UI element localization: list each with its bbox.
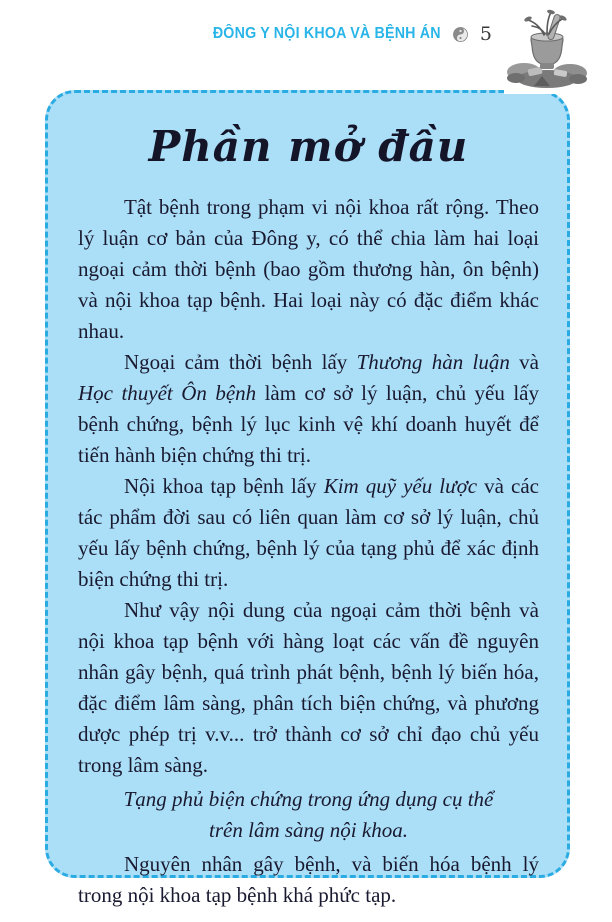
paragraph: Ngoại cảm thời bệnh lấy Thương hàn luận và Học thuyết Ôn bệnh làm cơ sở lý luận, chủ yếu lấy bệnh chứng, bệnh lý lục kinh vệ khí doanh huyết để tiến hành biện chứng thi trị. [78, 349, 540, 467]
paragraph: Như vậy nội dung của ngoại cảm thời bệnh và nội khoa tạp bệnh với hàng loạt các vấn đề nguyên nhân gây bệnh, quá trình phát bệnh, bệnh lý biến hóa, đặc điểm lâm sàng, phân tích biện chứng, và phương dược phép trị v.v... trở thành cơ sở chỉ đạo chủ yếu trong lâm sàng. [78, 597, 539, 777]
page-header [0, 0, 612, 96]
intro-panel [45, 90, 570, 907]
yin-yang-icon [453, 27, 468, 42]
page-number: 5 [479, 23, 492, 45]
body-text [78, 192, 539, 911]
mortar-herbs-image [504, 6, 590, 94]
paragraph: Tật bệnh trong phạm vi nội khoa rất rộng. Theo lý luận cơ bản của Đông y, có thể chia làm hai loại ngoại cảm thời bệnh (bao gồm thương hàn, ôn bệnh) và nội khoa tạp bệnh. Hai loại này có đặc điểm khác nhau. [78, 194, 539, 343]
paragraph: Nội khoa tạp bệnh lấy Kim quỹ yếu lược và các tác phẩm đời sau có liên quan làm cơ sở lý luận, chủ yếu lấy bệnh chứng, bệnh lý của tạng phủ để xác định biện chứng thi trị. [78, 473, 539, 591]
running-head-title: ĐÔNG Y NỘI KHOA VÀ BỆNH ÁN [212, 25, 441, 42]
paragraph: Tạng phủ biện chứng trong ứng dụng cụ thể trên lâm sàng nội khoa. [123, 786, 494, 842]
paragraph: Nguyên nhân gây bệnh, và biến hóa bệnh lý trong nội khoa tạp bệnh khá phức tạp. [78, 851, 539, 907]
section-title: Phần mở đầu [148, 122, 469, 171]
